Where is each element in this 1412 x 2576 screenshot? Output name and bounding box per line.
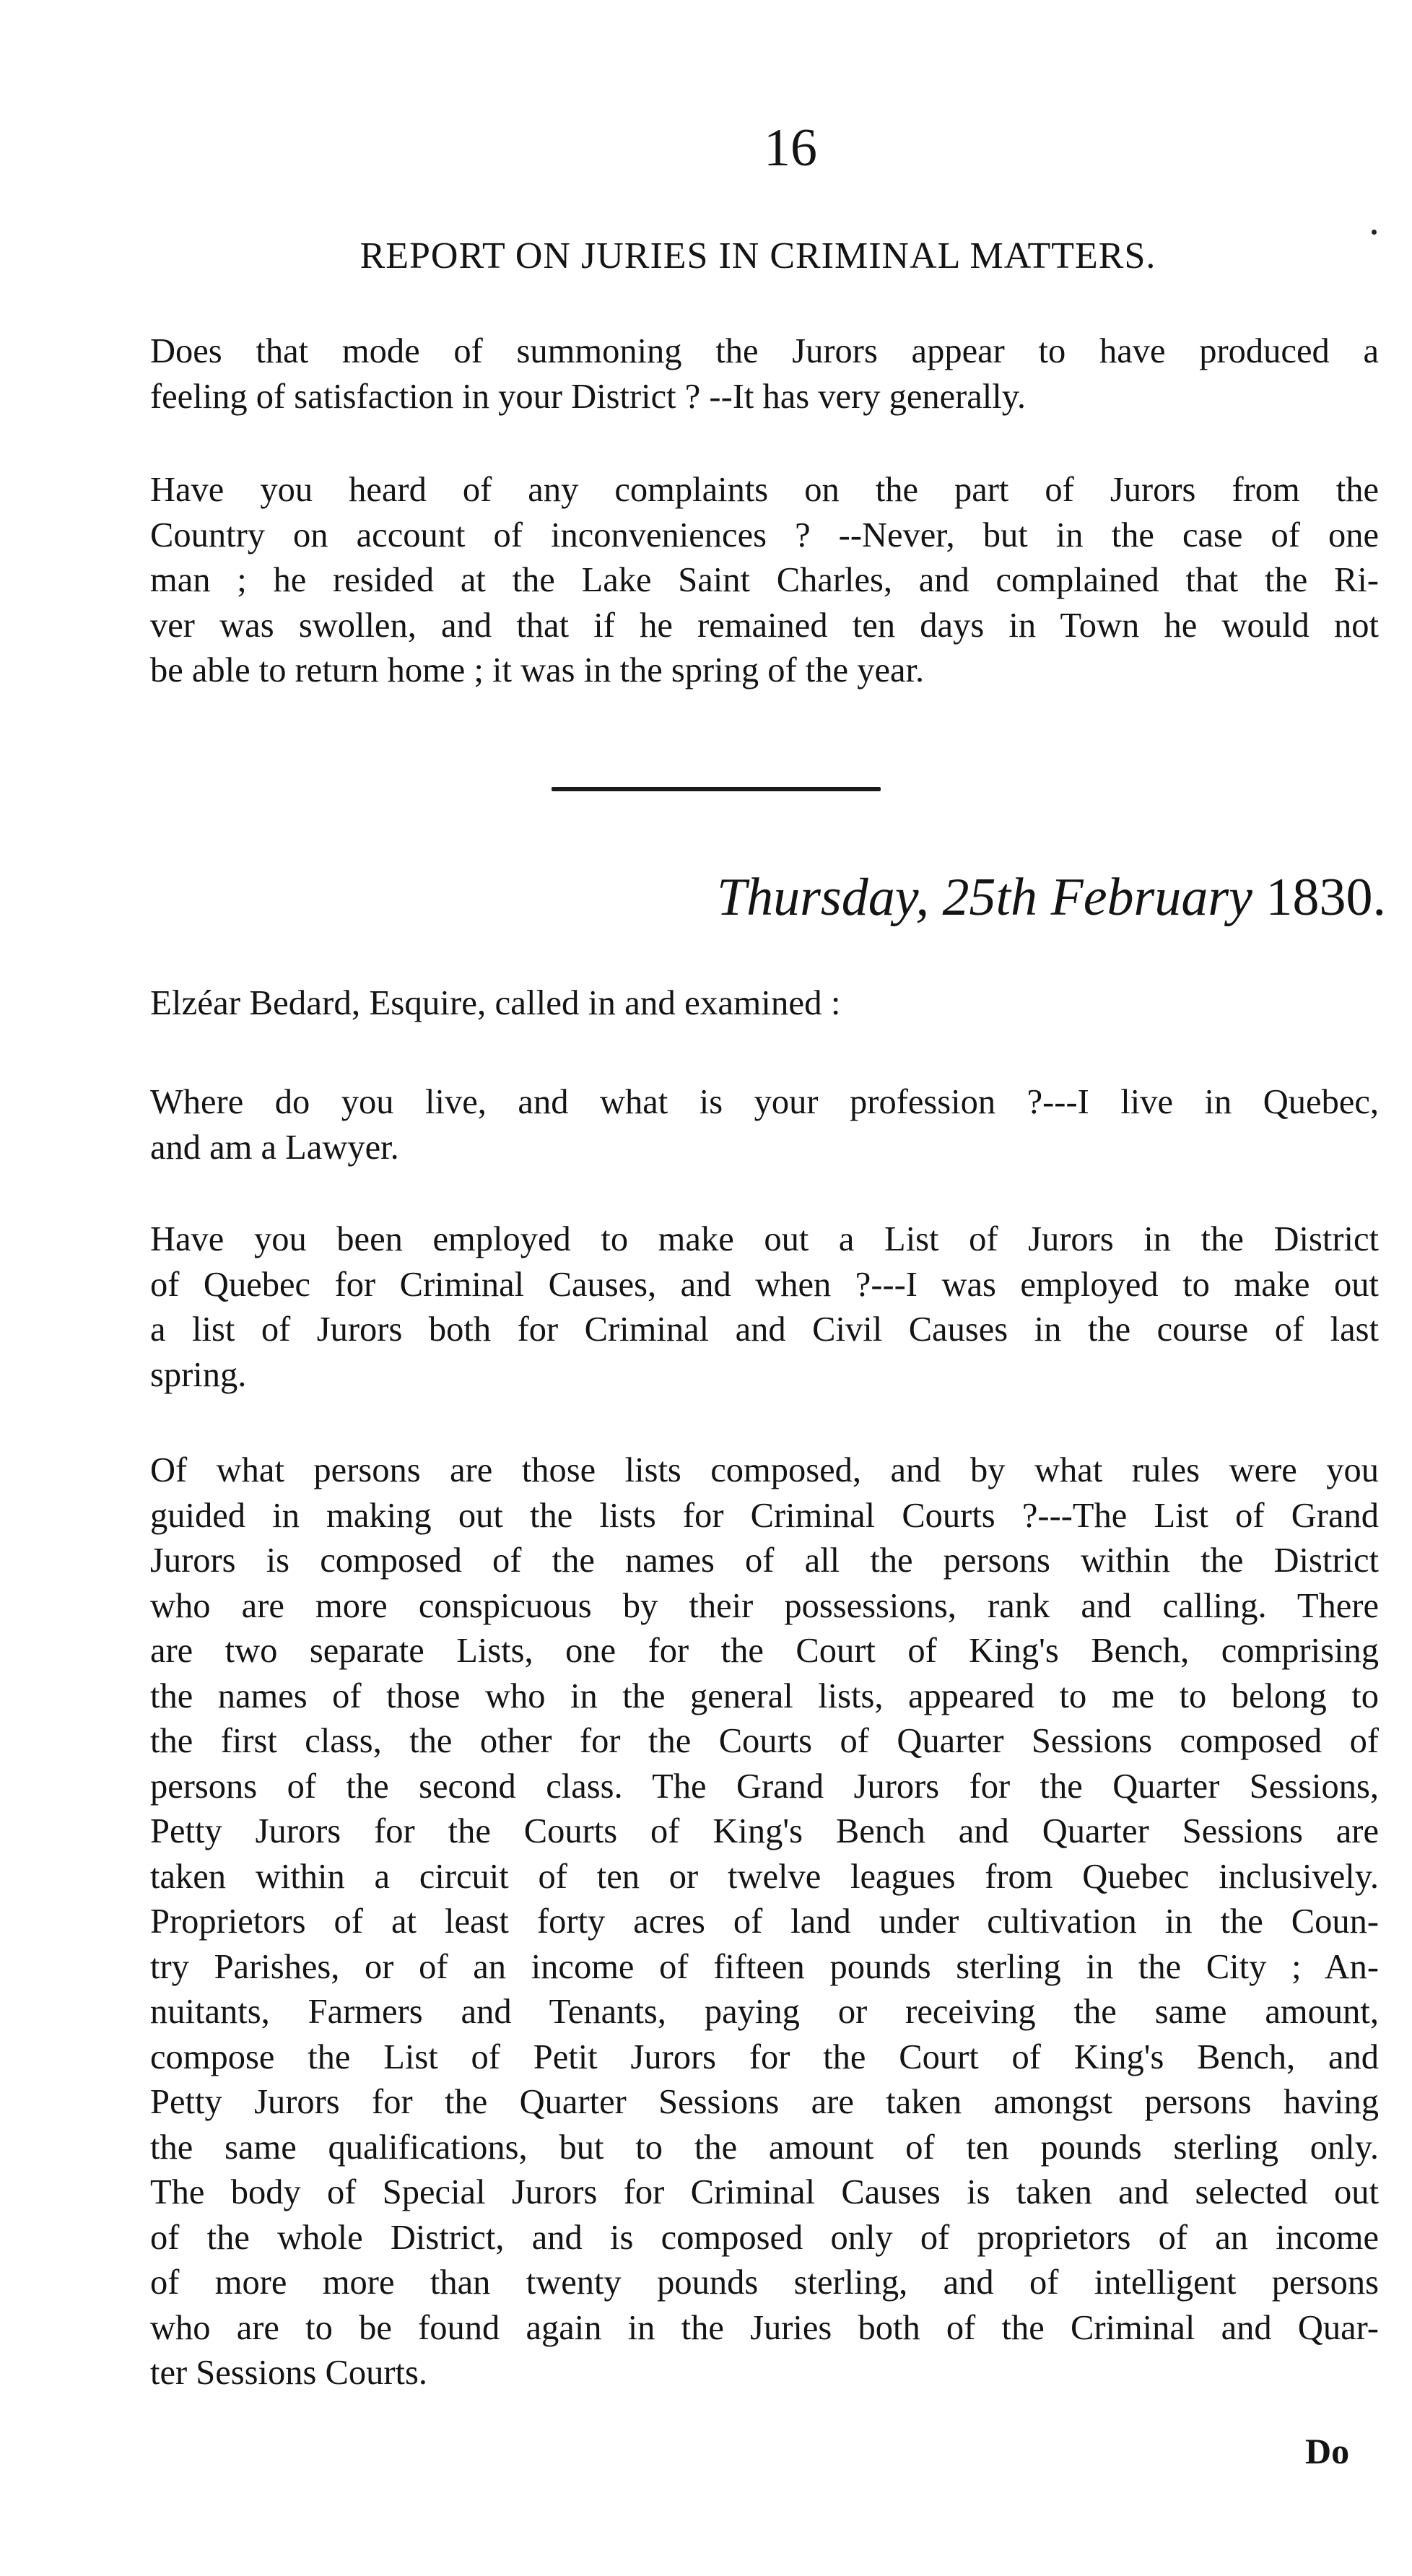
text-line: persons of the second class. The Grand Jurors for the Quarter Sessions, <box>150 1767 1379 1806</box>
question-answer-paragraph <box>108 1217 1379 1398</box>
date-weekday: Thursday, <box>716 868 929 927</box>
text-line: the first class, the other for the Courts of Quarter Sessions composed of <box>150 1722 1379 1760</box>
text-line: who are to be found again in the Juries both of the Criminal and Quar- <box>150 2308 1379 2347</box>
text-line: man ; he resided at the Lake Saint Charles, and complained that the Ri- <box>150 561 1379 599</box>
running-head: REPORT ON JURIES IN CRIMINAL MATTERS. <box>359 235 1156 277</box>
text-line: Have you heard of any complaints on the part of Jurors from the <box>150 471 1379 509</box>
text-line: the names of those who in the general lists, appeared to me to belong to <box>150 1676 1379 1715</box>
date-year: 1830. <box>1265 868 1386 927</box>
text-line: Where do you live, and what is your profession ?---I live in Quebec, <box>150 1083 1379 1121</box>
text-line: Of what persons are those lists composed, and by what rules were you <box>150 1451 1379 1489</box>
text-line: of the whole District, and is composed only of proprietors of an income <box>150 2218 1379 2257</box>
text-line: Have you been employed to make out a List of Jurors in the District <box>150 1220 1379 1258</box>
text-line: Petty Jurors for the Courts of King's Bench and Quarter Sessions are <box>150 1812 1379 1850</box>
text-line: ver was swollen, and that if he remained ten days in Town he would not <box>150 606 1379 645</box>
text-line: feeling of satisfaction in your District ? --It has very generally. <box>150 377 1026 416</box>
text-line: are two separate Lists, one for the Court of King's Bench, comprising <box>150 1632 1379 1670</box>
question-answer-paragraph <box>108 468 1379 694</box>
text-line: Proprietors of at least forty acres of land under cultivation in the Coun- <box>150 1902 1379 1941</box>
text-line: guided in making out the lists for Criminal Courts ?---The List of Grand <box>150 1496 1379 1535</box>
question-answer-paragraph <box>108 329 1379 419</box>
date-heading <box>0 868 1386 927</box>
text-line: be able to return home ; it was in the spring of the year. <box>150 651 925 689</box>
text-line: compose the List of Petit Jurors for the Court of King's Bench, and <box>150 2037 1379 2076</box>
catchword: Do <box>1305 2431 1350 2471</box>
question-answer-paragraph <box>108 1080 1379 1170</box>
witness-intro: Elzéar Bedard, Esquire, called in and examined : <box>150 983 841 1022</box>
date-day-month: 25th February <box>942 868 1252 927</box>
section-divider-rule <box>552 787 881 791</box>
text-line: a list of Jurors both for Criminal and Civil Causes in the course of last <box>150 1310 1379 1349</box>
print-speck <box>1372 230 1377 235</box>
question-answer-paragraph <box>108 1448 1379 2396</box>
text-line: The body of Special Jurors for Criminal Causes is taken and selected out <box>150 2173 1379 2211</box>
text-line: taken within a circuit of ten or twelve leagues from Quebec inclusively. <box>150 1857 1379 1896</box>
text-line: Country on account of inconveniences ? --Never, but in the case of one <box>150 515 1379 554</box>
text-line: Jurors is composed of the names of all the persons within the District <box>150 1541 1379 1580</box>
text-line: try Parishes, or of an income of fifteen pounds sterling in the City ; An- <box>150 1947 1379 1986</box>
text-line: Does that mode of summoning the Jurors appear to have produced a <box>150 332 1379 370</box>
text-line: nuitants, Farmers and Tenants, paying or receiving the same amount, <box>150 1993 1379 2031</box>
text-line: who are more conspicuous by their possessions, rank and calling. There <box>150 1586 1379 1625</box>
text-line: of more more than twenty pounds sterling, and of intelligent persons <box>150 2263 1379 2302</box>
page-number: 16 <box>764 118 817 178</box>
text-line: of Quebec for Criminal Causes, and when ?---I was employed to make out <box>150 1265 1379 1304</box>
text-line: ter Sessions Courts. <box>150 2354 427 2392</box>
text-line: Petty Jurors for the Quarter Sessions are taken amongst persons having <box>150 2083 1379 2121</box>
text-line: the same qualifications, but to the amount of ten pounds sterling only. <box>150 2128 1379 2167</box>
text-line: spring. <box>150 1355 247 1394</box>
text-line: and am a Lawyer. <box>150 1128 399 1167</box>
